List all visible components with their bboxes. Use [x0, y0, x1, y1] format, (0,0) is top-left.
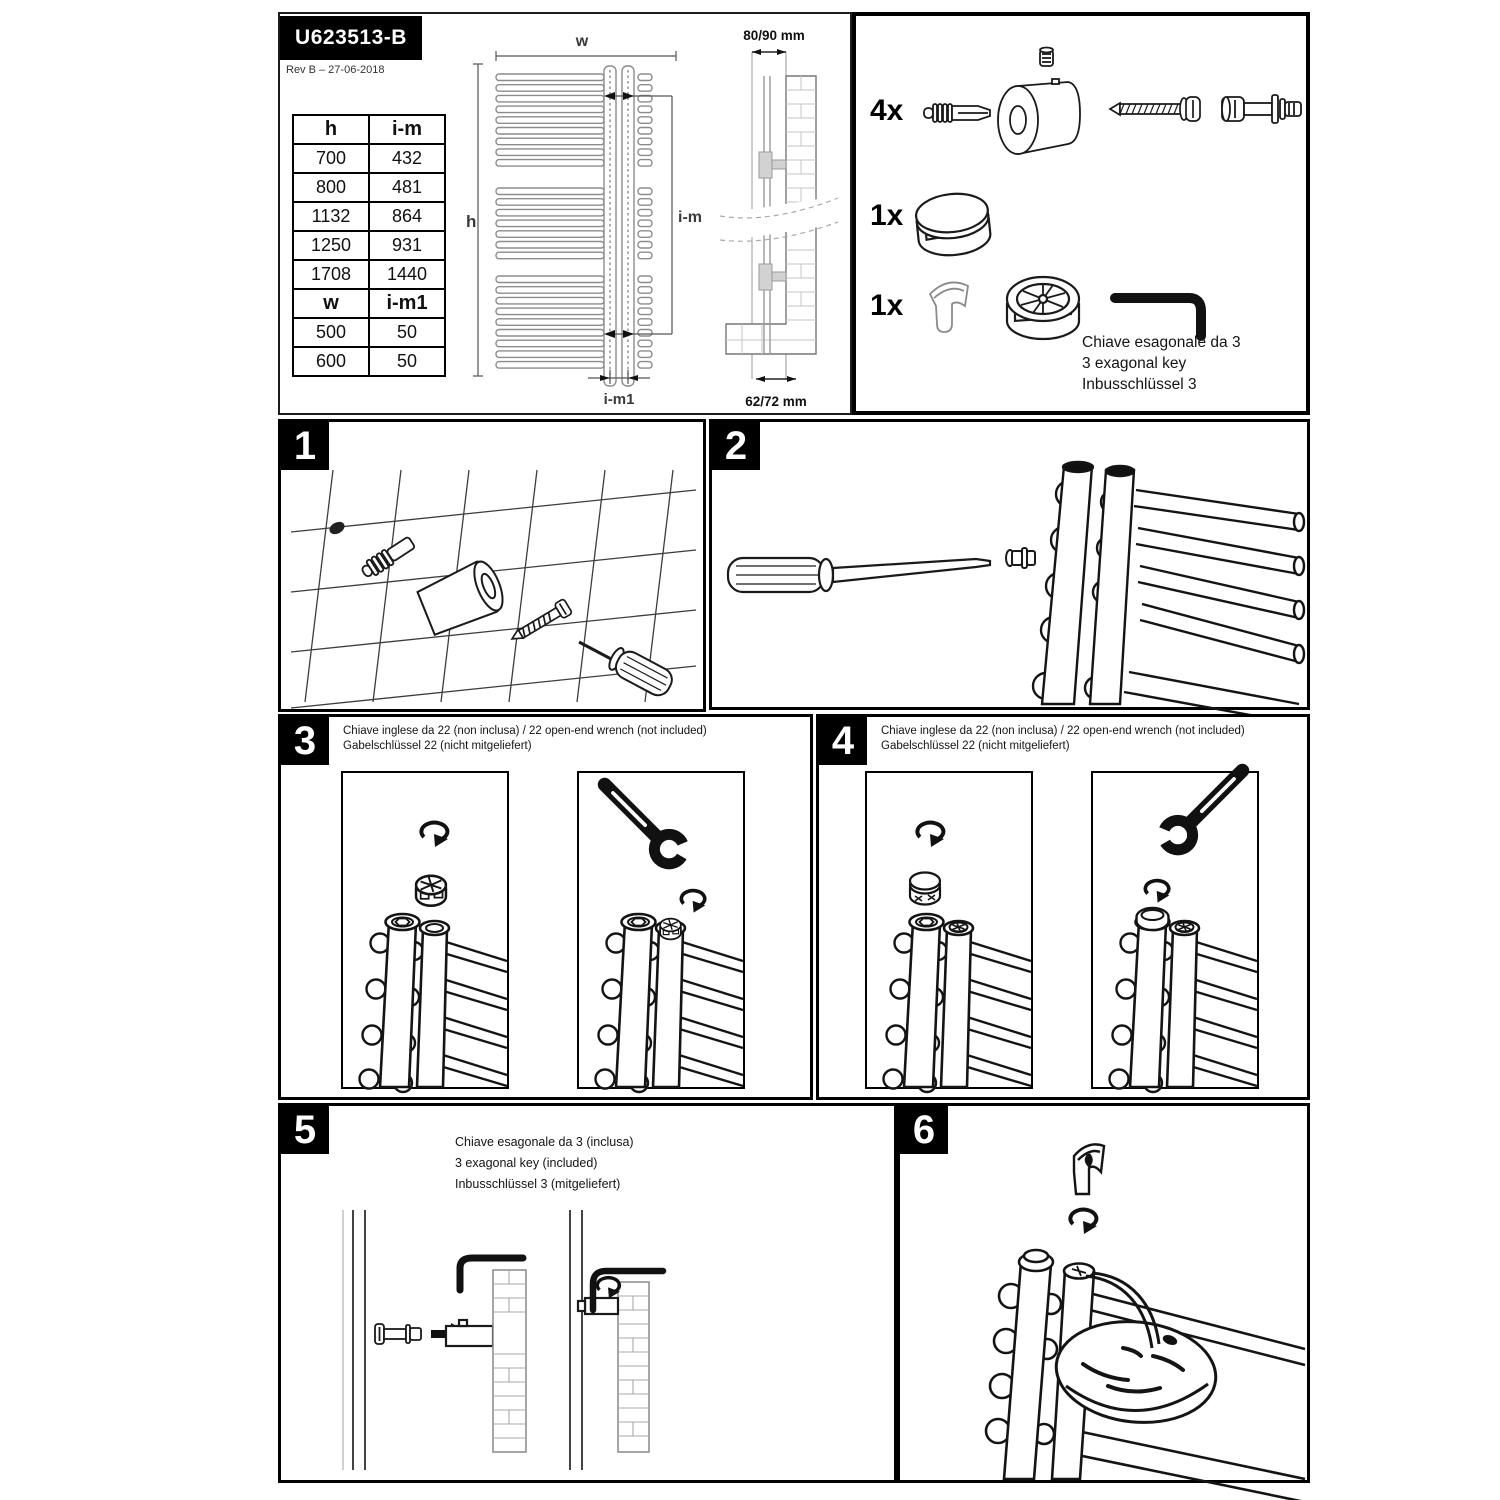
rotate-arrow-icon — [597, 1278, 620, 1299]
step4b-box — [1091, 771, 1259, 1089]
spec-cell: 931 — [369, 231, 445, 260]
spec-cell: 600 — [293, 347, 369, 376]
vent-valve-illustration — [999, 259, 1087, 351]
rotate-arrow-icon — [1070, 1210, 1097, 1234]
bolt-small — [1006, 548, 1035, 568]
table-row — [293, 318, 445, 347]
step4b-illustration — [1093, 773, 1256, 1086]
qty-label-cap: 1x — [870, 199, 904, 232]
clip-illustration — [924, 274, 980, 336]
step2-panel — [709, 419, 1310, 710]
qty-label-fixings: 4x — [870, 94, 904, 127]
spec-cell: 1440 — [369, 260, 445, 289]
valve-slot-top — [950, 923, 968, 932]
clip — [1074, 1144, 1104, 1194]
dim-label-h: h — [466, 212, 477, 231]
tool-note-line2: Gabelschlüssel 22 (nicht mitgeliefert) — [881, 740, 1070, 752]
valve-slot-top — [1176, 923, 1194, 932]
spec-cell: w — [293, 289, 369, 318]
spec-cell: 500 — [293, 318, 369, 347]
step6-illustration — [908, 1134, 1305, 1479]
wall-dim-bottom: 62/72 mm — [745, 394, 807, 409]
step3-tool-note — [343, 724, 803, 754]
spec-cell: 1708 — [293, 260, 369, 289]
table-row — [293, 173, 445, 202]
wall-section-diagram — [712, 24, 844, 416]
spacer-bush-illustration — [996, 46, 1088, 164]
tool-note-line: Chiave esagonale da 3 (inclusa) — [455, 1135, 634, 1149]
table-row — [293, 202, 445, 231]
step4-tool-note — [881, 724, 1341, 754]
spec-cell: 481 — [369, 173, 445, 202]
rotate-arrow-icon — [917, 823, 944, 847]
tool-note-line: 3 exagonal key (included) — [455, 1156, 598, 1170]
screwdriver — [728, 558, 990, 592]
spec-cell: 50 — [369, 347, 445, 376]
step3-panel — [278, 714, 813, 1100]
revision-label: Rev B – 27-06-2018 — [286, 64, 385, 76]
step3-number: 3 — [281, 717, 329, 765]
step1-illustration — [291, 470, 696, 702]
vent-valve — [416, 876, 446, 906]
step6-panel — [897, 1103, 1310, 1483]
table-row — [293, 260, 445, 289]
screwdriver — [579, 642, 676, 699]
step2-number: 2 — [712, 422, 760, 470]
radiator-corner — [1033, 462, 1304, 724]
step3a-illustration — [343, 773, 506, 1086]
brick-wall — [618, 1282, 649, 1452]
screw — [508, 599, 572, 647]
rail-group-bottom — [496, 276, 604, 368]
wall-plug-illustration — [922, 96, 996, 130]
table-row — [293, 231, 445, 260]
model-code-badge: U623513-B — [280, 16, 422, 60]
spec-cell: 1132 — [293, 202, 369, 231]
rotate-arrow-icon — [681, 891, 705, 913]
step3b-box — [577, 771, 745, 1089]
wall-bracket — [578, 1298, 618, 1314]
vent-valve-installed — [660, 919, 681, 940]
rail-group-top — [496, 74, 604, 166]
allen-key-note-line: 3 exagonal key — [1082, 355, 1187, 372]
spec-cell: h — [293, 115, 369, 144]
spec-cell: i-m — [369, 115, 445, 144]
spec-cell: 864 — [369, 202, 445, 231]
wall-dim-top: 80/90 mm — [743, 28, 805, 43]
dim-label-w: w — [575, 33, 589, 50]
spec-cell: 700 — [293, 144, 369, 173]
step6-number: 6 — [900, 1106, 948, 1154]
cap-installed — [1137, 908, 1169, 930]
step4-number: 4 — [819, 717, 867, 765]
spec-cell: 50 — [369, 318, 445, 347]
dimension-table — [292, 114, 446, 377]
tool-note-line1: Chiave inglese da 22 (non inclusa) / 22 open-end wrench (not included) — [881, 725, 1245, 737]
step5-number: 5 — [281, 1106, 329, 1154]
step4a-illustration — [867, 773, 1030, 1086]
spacer-bush — [415, 557, 508, 637]
info-panel — [278, 12, 852, 415]
step5-tool-note — [455, 1132, 634, 1195]
spec-cell: i-m1 — [369, 289, 445, 318]
step3a-box — [341, 771, 509, 1089]
step5-panel — [278, 1103, 897, 1483]
table-row — [293, 144, 445, 173]
rotate-arrow-icon — [1145, 881, 1169, 903]
step1-number: 1 — [281, 422, 329, 470]
allen-key-note — [1082, 332, 1241, 395]
spec-cell: 432 — [369, 144, 445, 173]
wall-bracket — [446, 1320, 493, 1346]
step5-illustration — [291, 1206, 886, 1474]
dim-label-im1: i-m1 — [603, 391, 635, 408]
step3b-illustration — [579, 773, 742, 1086]
screw-illustration — [1106, 92, 1208, 126]
spec-cell: 1250 — [293, 231, 369, 260]
wall-plug — [359, 535, 416, 580]
rail-group-middle — [496, 188, 604, 259]
parts-panel — [852, 12, 1310, 415]
step4-panel — [816, 714, 1310, 1100]
tool-note-line: Inbusschlüssel 3 (mitgeliefert) — [455, 1177, 621, 1191]
tool-note-line1: Chiave inglese da 22 (non inclusa) / 22 open-end wrench (not included) — [343, 725, 707, 737]
rotate-arrow-icon — [421, 823, 448, 847]
table-row — [293, 115, 445, 144]
step2-illustration — [724, 462, 1299, 704]
tool-note-line2: Gabelschlüssel 22 (nicht mitgeliefert) — [343, 740, 532, 752]
step4a-box — [865, 771, 1033, 1089]
bolt-illustration — [1218, 90, 1308, 128]
drill-hole — [327, 519, 346, 536]
table-row — [293, 347, 445, 376]
cap — [910, 873, 940, 905]
radiator-front-diagram — [466, 24, 706, 414]
allen-key-note-line: Chiave esagonale da 3 — [1082, 334, 1241, 351]
allen-key-note-line: Inbusschlüssel 3 — [1082, 376, 1197, 393]
dim-label-im: i-m — [678, 209, 702, 226]
open-end-wrench-icon — [1143, 771, 1242, 856]
open-end-wrench-icon — [605, 785, 704, 870]
qty-label-vent: 1x — [870, 289, 904, 322]
spec-cell: 800 — [293, 173, 369, 202]
bolt — [375, 1324, 421, 1344]
brick-wall — [493, 1270, 526, 1452]
table-row — [293, 289, 445, 318]
step1-panel — [278, 419, 706, 712]
cap-illustration — [909, 179, 997, 267]
